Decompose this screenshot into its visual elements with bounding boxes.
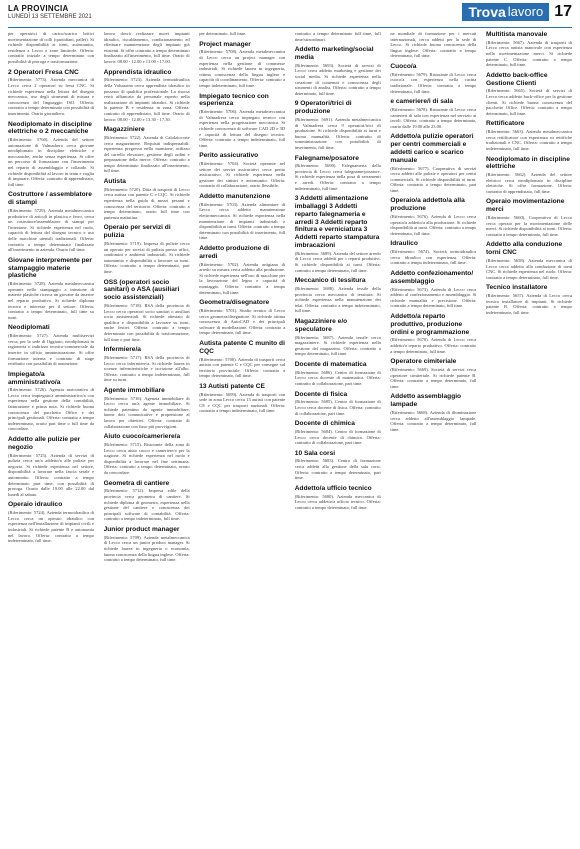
page-number: 17 [554,3,572,20]
publication-name: LA PROVINCIA [8,4,69,13]
job-ad-title: OSS (operatori socio sanitari) o ASA (ausiliari socio assistenziali) [103,278,180,302]
job-ad-title: Addetto back-office Gestione Clienti [485,71,548,87]
job-ad [8,436,94,497]
job-ad [390,313,476,354]
job-ad-title: Addetto marketing/social media [294,46,374,61]
job-ad [104,178,190,220]
job-ad-text: (Riferimento: 5658). Azienda meccanica di Lecco cerca addetto alla conduzione di torni CNC. Si richiede esperienza nel ruolo. Offerta: contratto a tempo determinato, full time. [485,258,572,280]
job-ad-title: Docente di matematica [294,360,367,368]
job-ad [104,433,190,475]
section-name-strong: Trova [468,4,506,20]
job-ad [390,31,476,59]
job-ad-text: (Riferimento: 5702). Azienda artigiana di arredo su misura cerca addetto alla produzione. Si richiede esperienza nell'uso di macchine per la lavorazione del legno e capacità di montaggio. Offerta: contratto a tempo determinato, full time. [199,261,286,295]
job-ad [104,387,190,429]
job-ad [390,98,476,129]
job-ad-text: (Riferimento: 5719). Impresa di pulizie cerca un operaio per servizi di pulizia presso uffici, condomini e ambienti industriali. Si richiede automunito e disponibilità a lavorare su turni. Offerta: contratto a tempo determinato, part time. [103,241,190,274]
job-ad-text: (Riferimento: 5712). Impresa edile della provincia cerca geometra di cantiere. Si richiede diploma di geometra, esperienza nella gestione del cantiere e conoscenza dei principali software di contabilità. Offerta: contratto a tempo indeterminato, full time. [103,488,190,522]
job-ad-text: (Riferimento: 5684). Centro di formazione di Lecco cerca docente di chimica. Offerta: contratto di collaborazione, part time. [294,428,381,446]
job-ad [104,346,190,383]
job-ad-text: (Riferimento: 5723). Azienda termoidraulica della Valsassina cerca apprendista idraulico in possesso di qualifica professionale. La risorsa verrà affiancata da personale esperto nella realizzazione di impianti idraulici. Si richiede la patente B e residenza in zona. Offerta: contratto di apprendistato, full time. Orario di lavoro: 08.00 - 12.00 e 13.30 - 17.30. [103,77,190,122]
job-ad-text: (Riferimento: 5691). Azienda metalmeccanica di Valmadrera cerca 9 operatori/trici di produzione. Si richiede disponibilità ai turni e buona manualità. Offerta: contratto di somministrazione con possibilità di inserimento, full time. [294,116,381,150]
job-ad-title: Apprendista idraulico [103,68,172,76]
job-ad-text: contratto a tempo determinato full time, full time/straordinari. [294,31,381,42]
job-ad [295,391,381,417]
job-ad-text: (Riferimento: 5725). Azienda di servizi di pulizia cerca un/a addetto/a alle pulizie per negozio. Si richiede esperienza nel settore, disponibilità a lavorare nella fascia serale e automunito. Offerta: contratto a tempo determinato part time, con possibilità di proroga. Orario dalle 19.00 alle 22.00 dal lunedì al sabato. [8,452,94,497]
job-ad-title: Operaio per servizi di pulizia [103,224,171,240]
column-1 [8,31,94,843]
job-ad-text: ne mondiale di formazione per i mercati internazionali, cerca addetti per la sede di Lecco. Si richiede buona conoscenza della lingua inglese. Offerta: contratto a tempo determinato, full time. [390,31,477,59]
job-ad [104,126,190,174]
job-ad [8,121,94,188]
job-ad-text: (Riferimento: 5669). Società di servizi cerca operatore cimiteriale. Si richiede patente B. Offerta: contratto a tempo determinato, full time. [390,366,477,389]
job-ad-text: (Riferimento: 5686). Centro di formazione di Lecco cerca docente di matematica. Offerta: contratto di collaborazione, part time. [294,369,381,386]
job-ad-title: Giovane interpremente per stampaggio materie plastiche [8,256,92,280]
job-ad-text: (Riferimento: 5674). Società termoidraulica cerca idraulico con esperienza. Offerta: contratto a tempo indeterminato, full time. [390,249,477,266]
job-ad-title: Autista patente C munito di CQC [199,339,285,355]
masthead [0,0,580,30]
job-ad-title: Geometra/disegnatore [199,299,270,307]
job-ad-title: Magazziniere e/o speculatore [294,317,348,333]
job-ad [8,191,94,252]
job-ad-title: Operaio movimentazione merci [485,198,565,214]
job-ad-text: per operatrici di carico/scarico britici movimentazione di colli (quotidiani, pallet). Si richiede disponibilità ai turni, automunito, residenza a Lecco e zone limitrofe. Offerta: contratto iniziale a tempo determinato con possibilità di proroga e trasformazione. [8,31,94,64]
job-ad [390,240,476,266]
job-ad-title: Perito assicurativo [199,152,259,160]
job-ad [199,31,285,37]
job-ad [199,193,285,241]
job-ad [199,245,285,295]
job-ad-title: Addetto assemblaggio lampade [390,393,462,409]
job-ad-text: (Riferimento: 5685). Centro di formazione di Lecco cerca docente di fisica. Offerta: contratto di collaborazione, part time. [294,399,381,416]
job-ad [486,156,572,195]
job-ad [295,450,381,481]
job-ad-title: Aiuto cuoco/cameriere/a [103,433,181,441]
job-ad-text: (Riferimento: 5717). RSA della provincia di Lecco cerca infermiere/a. Si richiede laurea in scienze infermieristiche e iscrizione all'albo. Offerta: contratto a tempo indeterminato, full time su turni. [103,354,190,383]
job-ad-text: (Riferimento: 5727). Azienda multiservizi cerca, per la sede di Oggiono, neodiplomati in ragioneria o indirizzo tecnico-commerciale da inserire in ufficio amministrazione. Si offre formazione interna e contratto di stage retribuito con possibilità di assunzione. [8,333,94,367]
job-ad-text: (Riferimento: 5673). Azienda di Lecco cerca addetto al confezionamento e assemblaggio. Si richiede manualità e precisione. Offerta: contratto a tempo determinato, full time. [390,286,477,309]
job-ad-text: (Riferimento: 5662). Azienda del settore elettrico cerca neodiplomato in discipline elettriche. Si offre formazione. Offerta: contratto di apprendistato, full time. [485,172,572,194]
job-ad [390,197,476,236]
job-listings [8,31,572,843]
job-ad-text: (Riferimento: 5667). Azienda di trasporti di Lecco cerca autista manovale con esperienza nella movimentazione merci. Si richiede patente C. Offerta: contratto a tempo determinato, full time. [485,39,572,68]
job-ad-text: (Riferimento: 5668). Azienda di illuminazione cerca addetto all'assemblaggio lampade. Offerta: contratto a tempo determinato, full time. [390,409,477,432]
job-ad [104,224,190,274]
job-ad [104,526,190,563]
job-ad-title: Neodiplomati [8,324,50,332]
job-ad [390,270,476,309]
job-ad [295,46,381,96]
job-ad-title: Tecnico installatore [485,284,548,292]
job-ad [295,485,381,511]
column-3 [199,31,285,843]
job-ad-title: Addetto alla conduzione torni CNC [485,241,563,257]
job-ad-text: (Riferimento: 5715). Ristorante della zona di Lecco cerca aiuto cuoco e cameriere/a per la stagione. Si richiede esperienza nel ruolo e disponibilità a lavorare nel fine settimana. Offerta: contratto a tempo determinato, orario da concordare. [103,442,190,476]
job-ad [104,31,190,65]
job-ad-title: 10 Sala corsi [294,449,336,457]
job-ad-text: (Riferimento: 5689). Azienda del settore arredo di Lecco cerca addetti per i reparti produttivi. Si richiede disponibilità ai turni. Offerta: contratto a tempo determinato, full time. [294,250,381,273]
job-ad-text: (Riferimento: 5678). Ristorante di Lecco cerca camerieri di sala con esperienza nel servizio ai tavoli. Offerta: contratto a tempo determinato, orario dalle 19.00 alle 23.00. [390,106,477,129]
job-ad-text: (Riferimento: 5683). Centro di formazione cerca addetti alla gestione della sala corsi. Offerta: contratto a tempo determinato, part time. [294,458,381,481]
job-ad-text: (Riferimento: 5657). Azienda di Lecco cerca tecnico installatore di impianti. Si richiede patente B. Offerta: contratto a tempo indeterminato, full time. [485,293,572,315]
job-ad-title: Costruttore / assemblatore di stampi [8,191,92,207]
job-ad [295,420,381,446]
job-ad-text: (Riferimento: 5706). Azienda metalmeccanica di Valmadrera cerca impiegato tecnico con esperienza nella progettazione meccanica. Si richiede conoscenza di software CAD 2D e 3D e capacità di lettura del disegno tecnico. Offerta: contratto a tempo indeterminato, full time. [199,109,286,148]
job-ad-text: (Riferimento: 5718). RSA della provincia di Lecco cerca operatori socio sanitari o ausiliari socio assistenziali. Si richiede attestato di qualifica e disponibilità a lavorare su turni, anche festivi. Offerta: contratto a tempo determinato con possibilità di trasformazione, full time o part time. [103,302,190,342]
job-ad-text: (Riferimento: 5704). Società operante nel settore dei servizi assicurativi cerca perito assicurativo. Si richiede esperienza nella gestione dei sinistri e automunito. Offerta: contratto di collaborazione, orario flessibile. [199,161,286,189]
job-ad [295,277,381,314]
job-ad [199,340,285,379]
job-ad-title: Operaio/a addetto/a alla produzione [390,197,465,213]
job-ad-title: Neodiplomato in discipline elettriche o 2 meccaniche [8,120,92,136]
job-ad [390,393,476,432]
job-ad [295,155,381,192]
job-ad-title: Magazziniere [103,126,145,134]
job-ad [486,284,572,315]
job-ad [104,480,190,522]
job-ad [295,195,381,273]
job-ad [295,318,381,357]
job-ad-text: (Riferimento: 5703). Azienda alimentare di Lecco cerca addetto manutenzione elettromeccanica. Si richiede esperienza nella manutenzione di impianti industriali e disponibilità ai turni. Offerta: contratto a tempo determinato con possibilità di inserimento, full time. [199,201,286,241]
job-ad-title: Addetto confezionamento/ assemblaggio [390,270,474,285]
job-ad-title: Addetto/a pulizie operatori per centri commerciali e addetti carico e scarico manuale [390,133,474,164]
job-ad-text: (Riferimento: 5700). Azienda di trasporti cerca autista con patente C e CQC per consegne sul territorio provinciale. Offerta: contratto a tempo determinato, full time. [199,356,286,379]
job-ad-title: Agente immobiliare [103,386,165,394]
job-ad-title: Impiegato/a amministrativo/a [8,370,61,386]
job-ad-text: (Riferimento: 5693). Società di servizi di Lecco cerca addetto marketing e gestione dei social media. Si richiede esperienza nella creazione di contenuti e conoscenza degli strumenti di analisi. Offerta: contratto a tempo determinato, full time. [294,62,381,96]
job-ad [8,257,94,321]
section-brand [462,1,580,23]
job-ad-text: (Riferimento: 5670). Azienda di Lecco cerca addetto/a reparto produttivo. Offerta: contratto a tempo determinato, full time. [390,337,477,354]
job-ad-title: Addetto manutenzione [199,193,271,201]
column-4 [295,31,381,843]
job-ad [199,299,285,336]
job-ad-text: (Riferimento: 5665). Società di servizi di Lecco cerca addetto back-office per la gestione clienti. Si richiede buona conoscenza del pacchetto Office. Offerta: contratto a tempo determinato, full time. [485,88,572,116]
job-ad-text: (Riferimento: 5726). Agenzia assicurativa di Lecco cerca impiegato/a amministrativo/a con esperienza nella gestione della contabilità, fatturazione e prima nota. Si richiede buona conoscenza del pacchetto Office e dei principali gestionali. Offerta: contratto a tempo indeterminato, orario part time o full time da concordare. [8,387,94,432]
job-ad [295,361,381,387]
job-ad-text: (Riferimento: 5728). Azienda metalmeccanica operante nello stampaggio a iniezione di materie plastiche ricerca un giovane da inserire nel reparto produttivo. Si richiede diploma tecnico e interesse per il settore. Offerta: contratto a tempo determinato, full time su turni. [8,281,94,320]
job-ad [390,63,476,94]
job-ad-title: Falegname/posatore [294,154,359,162]
job-ad-title: Operatore cimiteriale [390,358,457,366]
job-ad-title: Junior product manager [103,525,180,533]
job-ad [8,324,94,366]
job-ad-title: Addetto/a ufficio tecnico [294,484,372,492]
job-ad [199,93,285,149]
job-ad [486,241,572,280]
job-ad [199,152,285,189]
job-ad-title: 3 Addetti alimentazione imballaggi 3 Addetti reparto falegnameria e arredi 3 Addetti reparto finitura e verniciatura 3 Addetti reparto stampatura imbracazioni [294,195,380,250]
job-ad-text: (Riferimento: 5663). Azienda metalmeccanica cerca rettificatore con esperienza su rettifiche tradizionali e CNC. Offerta: contratto a tempo indeterminato, full time. [485,129,572,151]
column-6 [486,31,572,843]
job-ad-text: (Riferimento: 5773). Azienda meccanica di Lecco cerca 2 operatori su fresa CNC. Si richiede esperienza nella lettura del disegno meccanico, uso degli strumenti di misura e conoscenza del linguaggio ISO. Offerta: contratto a tempo determinato con possibilità di inserimento. Orario giornaliero. [8,77,94,116]
job-ad-title: e cameriere/i di sala [390,98,454,106]
job-ad-text: (Riferimento: 5729). Azienda metalmeccanica produttrice di articoli in plastica e ferro, cerca un costruttore/assemblatore di stampi per l'iniezione. Si richiede esperienza nel ruolo, capacità di lettura del disegno tecnico e uso delle macchine utensili tradizionali. Offerta: contratto a tempo determinato finalizzato all'inserimento in azienda. Orario full time. [8,208,94,253]
job-ad [199,383,285,414]
job-ad-title: Infermiere/a [103,346,141,354]
job-ad-text: (Riferimento: 5701). Studio tecnico di Lecco cerca geometra/disegnatore. Si richiede ottima conoscenza di AutoCAD e dei principali software di modellazione. Offerta: contratto a tempo determinato, full time. [199,307,286,336]
header-rule [8,27,572,28]
job-ad [8,69,94,117]
job-ad [486,198,572,237]
job-ad-title: Neodiplomato in discipline elettriche [485,155,570,171]
job-ad-title: Rettificatore [485,120,525,128]
publication-date: LUNEDÌ 13 SETTEMBRE 2021 [8,14,92,20]
job-ad-text: (Riferimento: 5688). Azienda tessile della provincia cerca meccanico di tessitura. Si richiede esperienza nella manutenzione dei telai. Offerta: contratto a tempo indeterminato, full time. [294,286,381,314]
job-ad [104,279,190,343]
job-ad-title: 9 Operatori/trici di produzione [294,100,352,116]
job-ad-text: (Riferimento: 5660). Cooperativa di Lecco cerca operaio per la movimentazione delle merci. Si richiede disponibilità ai turni. Offerta: contratto a tempo determinato, full time. [485,215,572,237]
job-ad-title: Addetto alle pulizie per negozio [8,436,81,451]
job-ad-text: (Riferimento: 5677). Cooperativa di servizi cerca addetti alle pulizie e operatori per centri commerciali. Si richiede disponibilità ai turni. Offerta: contratto a tempo determinato, part time. [390,165,477,193]
job-ad-title: Addetto produzione di arredi [199,245,270,260]
job-ad-text: lavoro dovrà realizzare nuovi impianti idraulici, riscaldamento, condizionamento ed effettuare manutenzione degli impianti già esistenti. Si offre contratto a tempo determinato finalizzato all'inserimento, full time. Orario di lavoro: 08.00 - 12.00 e 13.00 - 17.00. [103,31,190,64]
job-ad-title: Geometra di cantiere [103,479,170,487]
job-ad [8,31,94,65]
job-ad-text: (Riferimento: 5699). Azienda di trasporti con sede in zona Lecco cerca 13 autisti con patente CE e CQC per trasporti nazionali. Offerta: contratto a tempo indeterminato, full time. [199,391,286,414]
job-ad-title: 13 Autisti patente CE [199,382,265,390]
job-ad-title: Docente di fisica [294,390,348,398]
job-ad-title: Cuoco/a [390,62,417,70]
job-ad [390,358,476,389]
job-ad [104,69,190,123]
job-ad-text: (Riferimento: 5676). Azienda di Lecco cerca operaio/a addetto/a alla produzione. Si richiede disponibilità ai turni. Offerta: contratto a tempo determinato, full time. [390,214,477,236]
job-ad-title: Idraulico [390,240,418,248]
job-ad-title: Multitista manovale [485,31,548,38]
job-ad-text: (Riferimento: 5679). Ristorante di Lecco cerca cuoco/a con esperienza nella cucina tradizionale. Offerta: contratto a tempo determinato, full time. [390,71,477,94]
section-name-light: lavoro [507,4,544,19]
job-ad [486,31,572,68]
job-ad-title: Docente di chimica [294,420,355,428]
job-ad-title: Autista [103,178,126,186]
job-ad-text: per determinato. full time. [199,31,247,36]
job-ad [199,41,285,89]
job-ad-text: (Riferimento: 5687). Azienda tessile cerca magazziniere. Si richiede esperienza nella gestione del magazzino. Offerta: contratto a tempo determinato, full time. [294,334,381,357]
job-ad-text: (Riferimento: 5680). Azienda meccanica di Lecco cerca addetto/a ufficio tecnico. Offerta: contratto a tempo determinato, full time. [294,493,381,510]
job-ad-text: (Riferimento: 5690). Falegnameria della provincia di Lecco cerca falegname/posatore. Si richiede esperienza nella posa di serramenti e arredi. Offerta: contratto a tempo indeterminato, full time. [294,163,381,191]
job-ad-text: (Riferimento: 5720). Ditta di trasporti di Lecco cerca autista con patente C e CQC. Si richiede esperienza nella guida di mezzi pesanti e conoscenza del territorio. Offerta: contratto a tempo determinato, orario full time con partenza mattutina. [103,186,190,220]
job-ad [486,120,572,151]
section-logo [462,3,549,21]
job-ad-title: Project manager [199,40,251,48]
column-2 [104,31,190,843]
job-ad-text: (Riferimento: 5708). Azienda metalmeccanica di Lecco cerca un project manager con esperienza nella gestione di commesse industriali. Si richiede laurea in ingegneria, ottima conoscenza della lingua inglese e capacità di coordinamento. Offerta: contratto a tempo indeterminato, full time. [199,49,286,88]
job-ad-title: Meccanico di tessitura [294,277,366,285]
job-ad-text: (Riferimento: 5760). Azienda del settore automazione di Valmadrera cerca giovane neodiplomato in discipline elettriche o meccaniche, anche senza esperienza. Si offre un percorso di formazione con l'inserimento nel reparto di assemblaggio e collaudo. Si richiede disponibilità al lavoro in team e voglia di imparare. Offerta: contratto di apprendistato, full time. [8,137,94,187]
job-ad [295,31,381,42]
column-5 [390,31,476,843]
job-ad [8,501,94,543]
job-ad [295,100,381,150]
job-ad-text: (Riferimento: 5724). Azienda termoidraulica di Lecco cerca un operaio idraulico con esperienza nell'installazione di impianti civili e industriali. Si richiede patente B e autonomia nel lavoro. Offerta: contratto a tempo indeterminato, full time. [8,510,94,544]
job-ad-text: (Riferimento: 5709). Azienda metalmeccanica di Lecco cerca un junior product manager. Si richiede laurea in ingegneria o economia, buona conoscenza della lingua inglese. Offerta: contratto a tempo determinato, full time. [103,534,190,563]
job-ad-title: Addetto/a reparto produttivo, produzione ordini e programmazione [390,312,470,336]
job-ad-title: 2 Operatori Fresa CNC [8,68,79,76]
job-ad-text: (Riferimento: 5722). Azienda di Calolziocorte cerca magazziniere. Requisiti indispensabili: esperienza pregressa nella mansione, utilizzo del carrello elevatore, gestione degli ordini e preparazione della merce. Offerta: contratto a tempo determinato finalizzato all'inserimento, full time. [103,134,190,174]
job-ad [486,72,572,117]
job-ad-title: Operaio idraulico [8,501,63,509]
job-ad-text: (Riferimento: 5716). Agenzia immobiliare di Lecco cerca un/a agente immobiliare. Si richiede patentino da agente immobiliare, buone doti comunicative e propensione al lavoro per obiettivi. Offerta: contratto di collaborazione con fisso più provvigioni. [103,395,190,429]
job-ad [390,133,476,193]
job-ad [8,371,94,432]
job-ad-title: Impiegato tecnico con esperienza [199,92,269,108]
